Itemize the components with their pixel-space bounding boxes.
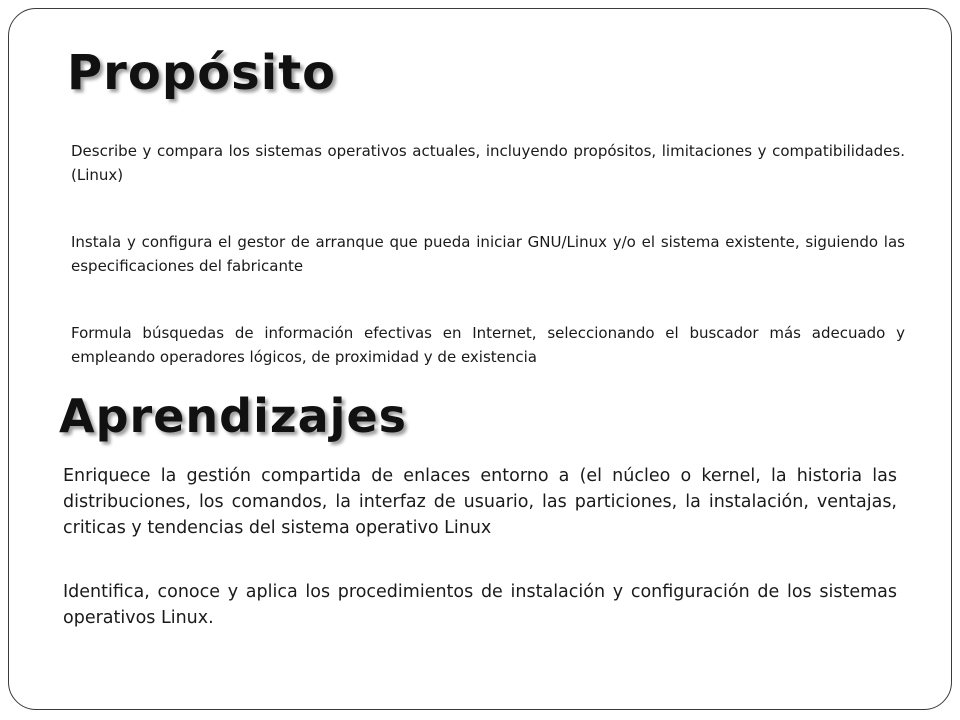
- proposito-heading: Propósito: [67, 45, 337, 101]
- aprendizajes-heading: Aprendizajes: [59, 389, 408, 443]
- proposito-paragraph-2: Instala y configura el gestor de arranque que pueda iniciar GNU/Linux y/o el sistema existente, siguiendo las especificaciones del fabricante: [71, 233, 905, 275]
- aprendizajes-paragraph-2: Identifica, conoce y aplica los procedimientos de instalación y configuración de los sistemas operativos Linux.: [63, 582, 897, 628]
- proposito-paragraph-3: Formula búsquedas de información efectivas en Internet, seleccionando el buscador más adecuado y empleando operadores lógicos, de proximidad y de existencia: [71, 324, 905, 366]
- proposito-paragraph-1: Describe y compara los sistemas operativos actuales, incluyendo propósitos, limitaciones y compatibilidades. (Linux): [71, 142, 905, 184]
- aprendizajes-paragraph-1: Enriquece la gestión compartida de enlaces entorno a (el núcleo o kernel, la historia las distribuciones, los comandos, la interfaz de usuario, las particiones, la instalación, ventajas, criticas y tendencias del sistema operativo Linux: [63, 466, 897, 538]
- slide-frame: [8, 8, 952, 710]
